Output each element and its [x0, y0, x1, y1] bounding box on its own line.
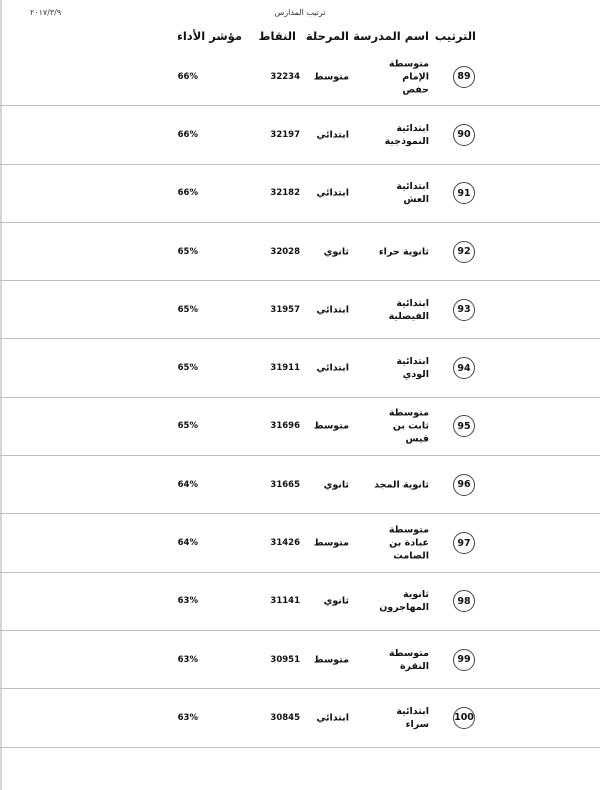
table-row [0, 165, 600, 223]
school-name: ابتدائية سراء [396, 705, 429, 730]
school-stage: ابتدائي [316, 304, 349, 316]
school-points: 32197 [270, 129, 300, 140]
school-name: ثانوية حراء [378, 246, 429, 258]
performance-indicator: 66% [177, 129, 198, 140]
school-points: 32182 [270, 188, 300, 199]
school-stage: متوسط [313, 420, 349, 432]
print-date: ٢٠١٧/٣/٩ [30, 8, 62, 17]
rank-badge: 95 [453, 415, 475, 437]
school-stage: ثانوي [323, 595, 349, 607]
table-row [0, 281, 600, 339]
performance-indicator: 64% [177, 479, 198, 490]
performance-indicator: 66% [177, 71, 198, 82]
performance-indicator: 63% [177, 596, 198, 607]
rank-badge: 97 [453, 532, 475, 554]
school-points: 31696 [270, 421, 300, 432]
column-header-stage: المرحلة [305, 29, 349, 43]
performance-indicator: 66% [177, 188, 198, 199]
table-row [0, 339, 600, 397]
school-stage: متوسط [313, 654, 349, 666]
school-points: 31911 [270, 363, 300, 374]
school-stage: ابتدائي [316, 712, 349, 724]
table-row [0, 631, 600, 689]
school-stage: ابتدائي [316, 362, 349, 374]
table-row [0, 106, 600, 164]
rank-badge: 89 [453, 66, 475, 88]
table-row [0, 398, 600, 456]
school-points: 31426 [270, 538, 300, 549]
performance-indicator: 65% [177, 304, 198, 315]
column-header-points: النقاط [258, 29, 296, 43]
school-stage: ابتدائي [316, 187, 349, 199]
column-header-school-name: اسم المدرسة [353, 29, 429, 43]
school-name: متوسطة عبادة بن الصامت [388, 524, 429, 562]
school-points: 31957 [270, 304, 300, 315]
school-name: ثانوية المهاجرون [379, 589, 429, 614]
table-row [0, 514, 600, 572]
column-header-performance: مؤشر الأداء [176, 29, 242, 43]
school-name: متوسطة النقرة [388, 647, 429, 672]
school-stage: متوسط [313, 537, 349, 549]
performance-indicator: 65% [177, 246, 198, 257]
rank-badge: 100 [453, 707, 475, 729]
ranking-table [0, 48, 600, 748]
table-row [0, 689, 600, 747]
rank-badge: 90 [453, 124, 475, 146]
school-points: 31141 [270, 596, 300, 607]
performance-indicator: 63% [177, 712, 198, 723]
school-name: ثانوية المجد [374, 479, 429, 491]
school-points: 30845 [270, 712, 300, 723]
performance-indicator: 65% [177, 363, 198, 374]
school-name: ابتدائية الودي [396, 356, 429, 381]
school-stage: ثانوي [323, 246, 349, 258]
table-row [0, 573, 600, 631]
school-name: ابتدائية الفيصلية [388, 297, 429, 322]
rank-badge: 98 [453, 590, 475, 612]
school-name: ابتدائية النموذجية [384, 122, 429, 147]
school-name: ابتدائية العش [396, 181, 429, 206]
rank-badge: 92 [453, 241, 475, 263]
school-stage: ثانوي [323, 479, 349, 491]
page-title: ترتيب المدارس [274, 8, 326, 17]
school-stage: متوسط [313, 71, 349, 83]
column-header-rank: الترتيب [434, 29, 476, 43]
rank-badge: 93 [453, 299, 475, 321]
performance-indicator: 64% [177, 538, 198, 549]
rank-badge: 91 [453, 182, 475, 204]
table-row [0, 223, 600, 281]
table-row [0, 456, 600, 514]
school-points: 32234 [270, 71, 300, 82]
rank-badge: 96 [453, 474, 475, 496]
school-points: 31665 [270, 479, 300, 490]
table-row [0, 48, 600, 106]
school-points: 30951 [270, 654, 300, 665]
school-stage: ابتدائي [316, 129, 349, 141]
performance-indicator: 63% [177, 654, 198, 665]
school-name: متوسطة الإمام حفص [388, 58, 429, 96]
performance-indicator: 65% [177, 421, 198, 432]
rank-badge: 99 [453, 649, 475, 671]
school-name: متوسطة ثابت بن قيس [388, 407, 429, 445]
school-points: 32028 [270, 246, 300, 257]
rank-badge: 94 [453, 357, 475, 379]
